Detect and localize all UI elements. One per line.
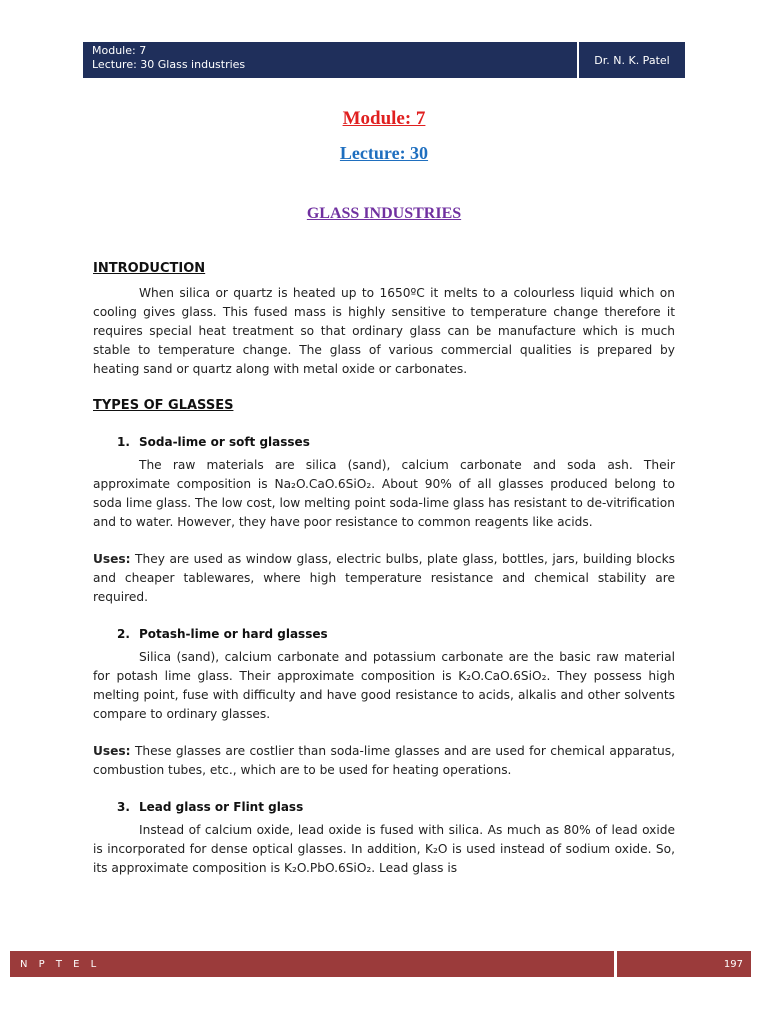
type-3-paragraph: Instead of calcium oxide, lead oxide is fused with silica. As much as 80% of lead oxide is incorporated for dense optical glasses. In addition, K₂O is used instead of sodium oxide. So, its approximate composition is K₂O.PbO.6SiO₂. Lead glass is	[93, 823, 675, 875]
header-course-info	[83, 42, 577, 78]
type-2-number: 2.	[117, 627, 130, 641]
type-2-uses	[93, 742, 675, 780]
lecture-title: Lecture: 30	[339, 143, 429, 163]
type-1-uses	[93, 550, 675, 607]
topic-title: GLASS INDUSTRIES	[306, 205, 462, 222]
type-1-paragraph: The raw materials are silica (sand), calcium carbonate and soda ash. Their approximate composition is Na₂O.CaO.6SiO₂. About 90% of all glasses produced belong to soda lime glass. The low cost, low melting point soda-lime glass has resistant to de-vitrification and to water. However, they have poor resistance to common reagents like acids.	[93, 458, 675, 529]
type-2-title: Potash-lime or hard glasses	[139, 627, 328, 641]
type-3-heading	[93, 798, 675, 817]
type-3-title: Lead glass or Flint glass	[139, 800, 304, 814]
type-1-uses-label: Uses:	[93, 552, 131, 566]
types-heading: TYPES OF GLASSES	[93, 398, 234, 413]
footer-label: N P T E L	[10, 951, 614, 977]
type-1-uses-text: They are used as window glass, electric bulbs, plate glass, bottles, jars, building blocks and cheaper tablewares, where high temperature resistance and chemical stability are required.	[93, 552, 675, 604]
type-2-heading	[93, 625, 675, 644]
document-body	[93, 259, 675, 878]
type-2-uses-label: Uses:	[93, 744, 131, 758]
header-lecture: Lecture: 30 Glass industries	[92, 58, 246, 71]
type-2-paragraph: Silica (sand), calcium carbonate and potassium carbonate are the basic raw material for potash lime glass. Their approximate composition is K₂O.CaO.6SiO₂. They possess high melting point, fuse with difficulty and have good resistance to acids, alkalis and other solvents compare to ordinary glasses.	[93, 650, 675, 721]
type-3-number: 3.	[117, 800, 130, 814]
module-title: Module: 7	[342, 108, 426, 129]
type-1-title: Soda-lime or soft glasses	[139, 435, 310, 449]
header-module: Module: 7	[92, 44, 147, 57]
type-1-number: 1.	[117, 435, 130, 449]
introduction-heading: INTRODUCTION	[93, 261, 206, 276]
page-number: 197	[617, 951, 751, 977]
type-1-heading	[93, 433, 675, 452]
page-header	[83, 42, 685, 78]
type-2-uses-text: These glasses are costlier than soda-lime glasses and are used for chemical apparatus, combustion tubes, etc., which are to be used for heating operations.	[93, 744, 675, 777]
introduction-paragraph: When silica or quartz is heated up to 1650ºC it melts to a colourless liquid which on cooling gives glass. This fused mass is highly sensitive to temperature change therefore it requires special heat treatment so that ordinary glass can be manufacture which is much stable to temperature change. The glass of various commercial qualities is prepared by heating sand or quartz along with metal oxide or carbonates.	[93, 286, 675, 376]
header-author: Dr. N. K. Patel	[579, 42, 685, 78]
page-footer	[10, 951, 751, 977]
